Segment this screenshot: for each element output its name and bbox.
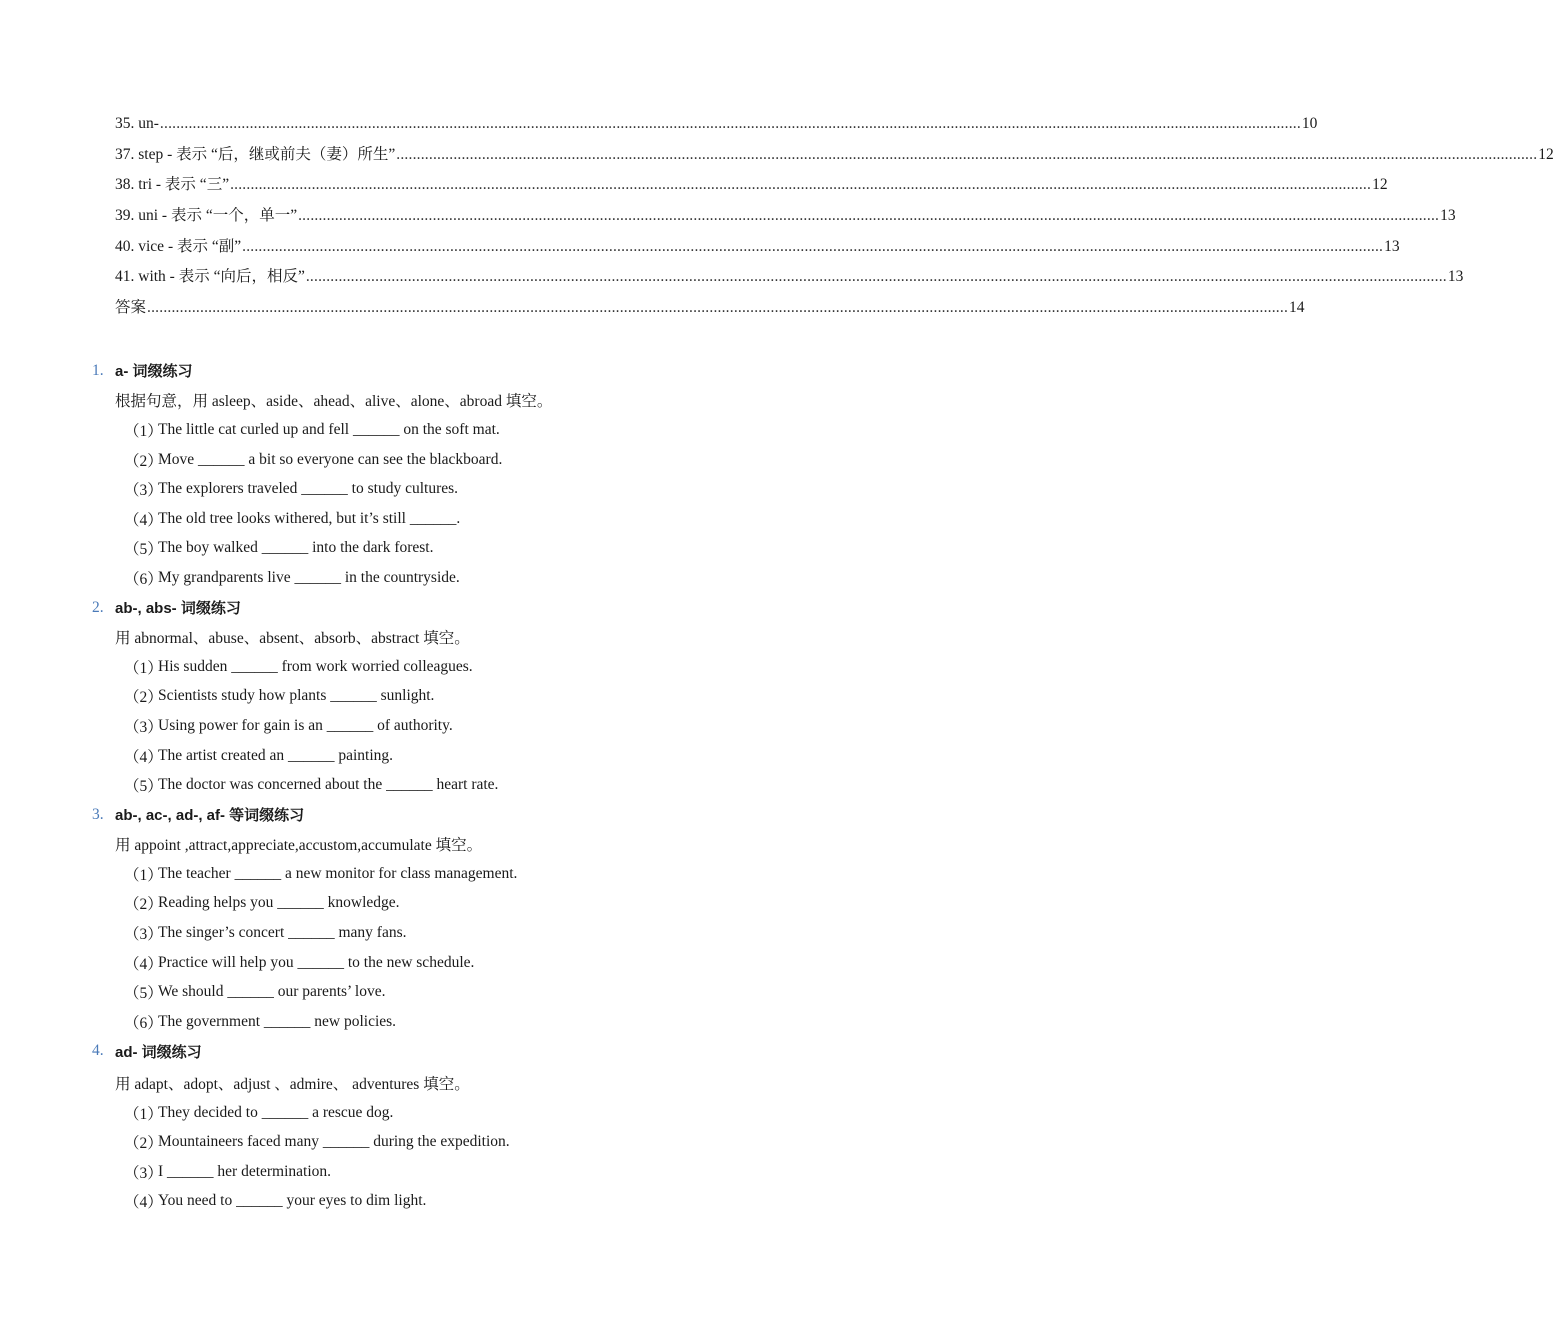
item-number: （2） [124, 452, 163, 470]
toc-entry-page: 12 [1538, 145, 1554, 163]
toc-entry[interactable] [115, 145, 1554, 176]
toc-leader-dots: ........................................................................................................................................................................................................................................................................................ [396, 145, 1538, 163]
item-sentence: The artist created an ______ painting. [158, 746, 394, 764]
item-number: （3） [124, 482, 163, 500]
exercise-item [92, 474, 852, 504]
item-sentence: You need to ______ your eyes to dim light. [158, 1192, 427, 1210]
item-sentence: Practice will help you ______ to the new schedule. [158, 953, 475, 971]
item-number: （1） [124, 659, 163, 677]
exercise-item [92, 1098, 852, 1128]
exercise-item [92, 977, 852, 1007]
toc-entry[interactable] [115, 237, 1400, 268]
item-sentence: His sudden ______ from work worried colleagues. [158, 657, 473, 675]
item-sentence: The government ______ new policies. [158, 1012, 397, 1030]
toc-entry[interactable] [115, 114, 1318, 145]
item-sentence: I ______ her determination. [158, 1162, 332, 1180]
item-sentence: They decided to ______ a rescue dog. [158, 1103, 394, 1121]
exercise-sections [92, 356, 852, 1216]
item-number: （5） [124, 778, 163, 796]
exercise-item [92, 1157, 852, 1187]
section-title: ab-, ac-, ad-, af- 等词缀练习 [115, 807, 305, 825]
toc-entry-title: 37. step - 表示 “后，继或前夫（妻）所生” [115, 145, 396, 163]
item-sentence: The explorers traveled ______ to study cultures. [158, 480, 459, 498]
toc-leader-dots: ........................................................................................................................................................................................................................................................................................ [298, 207, 1440, 225]
item-sentence: The doctor was concerned about the ______ heart rate. [158, 776, 499, 794]
item-number: （6） [124, 570, 163, 588]
exercise-item [92, 504, 852, 534]
section-number: 2. [92, 598, 104, 616]
section-heading [92, 1037, 852, 1067]
section-instruction: 用 appoint ,attract,appreciate,accustom,accumulate 填空。 [115, 837, 483, 855]
exercise-item [92, 918, 852, 948]
section-heading [92, 593, 852, 623]
item-number: （5） [124, 985, 163, 1003]
toc-entry-page: 13 [1447, 268, 1464, 286]
section-instruction: 根据句意，用 asleep、aside、ahead、alive、alone、abroad 填空。 [115, 393, 553, 411]
toc-leader-dots: ........................................................................................................................................................................................................................................................................................ [242, 237, 1384, 255]
item-number: （1） [124, 866, 163, 884]
item-number: （6） [124, 1014, 163, 1032]
exercise-item [92, 859, 852, 889]
table-of-contents [115, 114, 1554, 329]
item-number: （4） [124, 1194, 163, 1212]
item-number: （3） [124, 926, 163, 944]
exercise-item [92, 682, 852, 712]
exercise-item [92, 889, 852, 919]
toc-entry-title: 40. vice - 表示 “副” [115, 237, 242, 255]
item-number: （4） [124, 748, 163, 766]
item-sentence: The little cat curled up and fell ______ on the soft mat. [158, 420, 500, 438]
toc-entry-title: 38. tri - 表示 “三” [115, 176, 230, 194]
toc-entry-page: 12 [1372, 176, 1388, 194]
exercise-item [92, 1187, 852, 1217]
toc-entry[interactable] [115, 206, 1456, 237]
exercise-item [92, 1127, 852, 1157]
item-sentence: The teacher ______ a new monitor for class management. [158, 864, 518, 882]
item-number: （2） [124, 896, 163, 914]
exercise-item [92, 652, 852, 682]
toc-leader-dots: ........................................................................................................................................................................................................................................................................................ [230, 176, 1372, 194]
toc-entry-page: 13 [1440, 207, 1456, 225]
item-number: （1） [124, 422, 163, 440]
section-title: a- 词缀练习 [115, 363, 193, 381]
item-number: （3） [124, 718, 163, 736]
item-sentence: Reading helps you ______ knowledge. [158, 894, 400, 912]
section-instruction: 用 adapt、adopt、adjust 、admire、 adventures 填空。 [115, 1076, 470, 1094]
item-number: （5） [124, 541, 163, 559]
item-sentence: The boy walked ______ into the dark forest. [158, 539, 434, 557]
toc-entry-title: 35. un- [115, 115, 159, 132]
exercise-item [92, 948, 852, 978]
toc-entry-title: 41. with - 表示 “向后，相反” [115, 268, 305, 286]
toc-leader-dots: ........................................................................................................................................................................................................................................................................................ [147, 299, 1289, 317]
exercise-item [92, 741, 852, 771]
section-heading [92, 800, 852, 830]
exercise-item [92, 711, 852, 741]
section-heading [92, 356, 852, 386]
item-sentence: The old tree looks withered, but it’s still ______. [158, 509, 461, 527]
item-number: （3） [124, 1164, 163, 1182]
item-number: （2） [124, 1135, 163, 1153]
exercise-item [92, 534, 852, 564]
toc-leader-dots: ........................................................................................................................................................................................................................................................................................ [159, 115, 1301, 132]
item-sentence: Using power for gain is an ______ of authority. [158, 716, 453, 734]
toc-entry-title: 答案 [115, 299, 147, 317]
section-instruction: 用 abnormal、abuse、absent、absorb、abstract 填空。 [115, 630, 470, 648]
item-sentence: The singer’s concert ______ many fans. [158, 924, 407, 942]
toc-entry-page: 10 [1301, 115, 1318, 132]
item-number: （4） [124, 955, 163, 973]
item-sentence: Scientists study how plants ______ sunlight. [158, 687, 435, 705]
toc-entry-page: 13 [1384, 237, 1400, 255]
item-number: （2） [124, 689, 163, 707]
item-sentence: Move ______ a bit so everyone can see the blackboard. [158, 450, 503, 468]
exercise-item [92, 445, 852, 475]
item-number: （1） [124, 1105, 163, 1123]
section-title: ad- 词缀练习 [115, 1043, 202, 1061]
section-number: 4. [92, 1042, 104, 1060]
exercise-item [92, 1007, 852, 1037]
section-number: 1. [92, 361, 104, 379]
item-sentence: We should ______ our parents’ love. [158, 983, 386, 1001]
toc-entry[interactable] [115, 267, 1464, 298]
exercise-item [92, 415, 852, 445]
section-number: 3. [92, 805, 104, 823]
toc-entry-title: 39. uni - 表示 “一个，单一” [115, 207, 298, 225]
toc-entry[interactable] [115, 175, 1388, 206]
exercise-item [92, 563, 852, 593]
toc-entry-page: 14 [1289, 299, 1305, 317]
toc-entry[interactable] [115, 298, 1305, 329]
exercise-item [92, 770, 852, 800]
item-number: （4） [124, 511, 163, 529]
section-title: ab-, abs- 词缀练习 [115, 600, 241, 618]
toc-leader-dots: ........................................................................................................................................................................................................................................................................................ [305, 268, 1447, 286]
item-sentence: My grandparents live ______ in the countryside. [158, 568, 460, 586]
item-sentence: Mountaineers faced many ______ during the expedition. [158, 1133, 510, 1151]
